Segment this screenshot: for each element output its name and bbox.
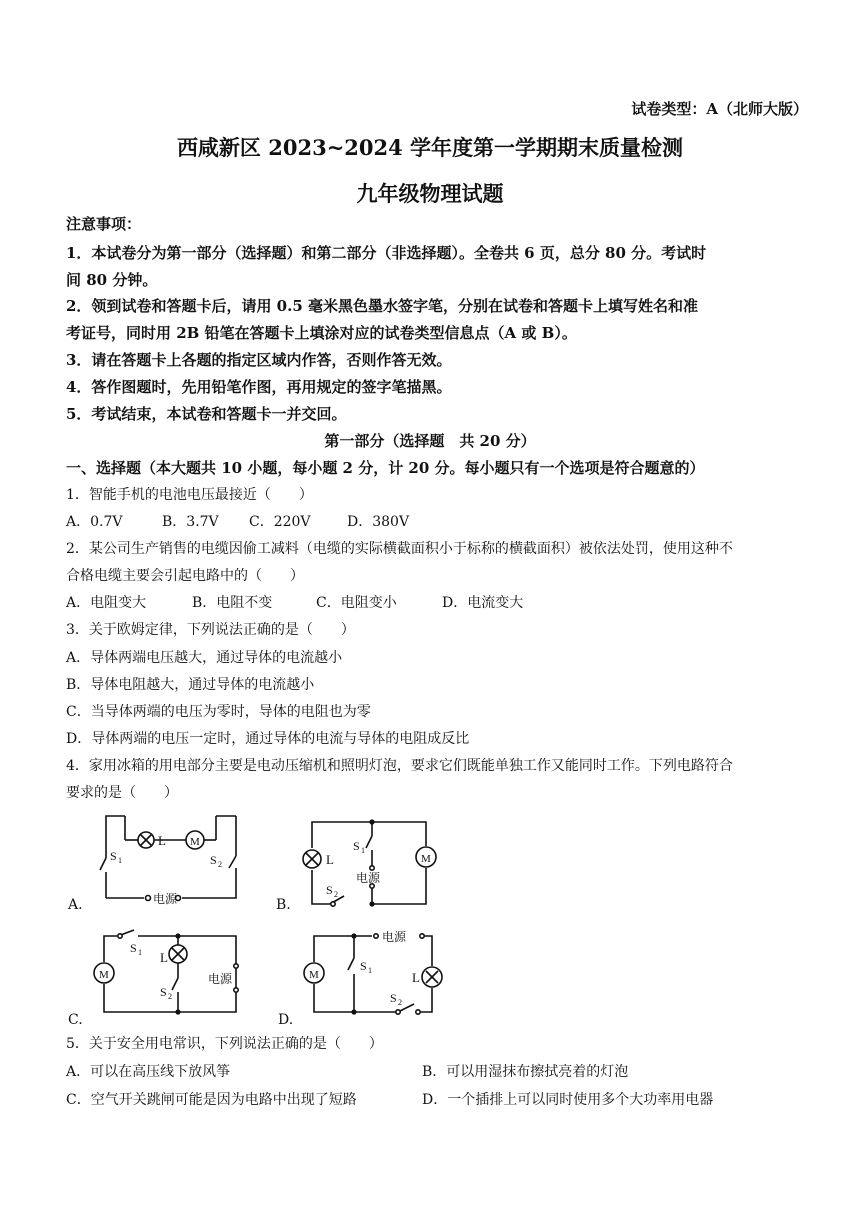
option-c: C．220V bbox=[249, 514, 311, 530]
power-label: 电源 bbox=[153, 892, 178, 906]
question-3-option-b: B．导体电阻越大，通过导体的电流越小 bbox=[66, 677, 315, 693]
option-b: B．电阻不变 bbox=[192, 595, 273, 611]
question-3-option-a: A．导体两端电压越大，通过导体的电流越小 bbox=[66, 650, 343, 666]
option-b: B．3.7V bbox=[162, 514, 219, 530]
note-line: 1．本试卷分为第一部分（选择题）和第二部分（非选择题）。全卷共 6 页，总分 80 分。考试时 bbox=[66, 244, 707, 262]
question-2-options bbox=[66, 593, 523, 613]
circuit-a-diagram bbox=[96, 812, 246, 906]
question-1-options bbox=[66, 512, 409, 532]
note-line: 间 80 分钟。 bbox=[66, 271, 158, 289]
circuit-c-label: C. bbox=[68, 1012, 83, 1028]
question-5-option-c: C．空气开关跳闸可能是因为电路中出现了短路 bbox=[66, 1092, 357, 1108]
s2-label: S bbox=[160, 985, 167, 999]
power-label: 电源 bbox=[356, 871, 381, 885]
circuit-a-label: A. bbox=[68, 897, 83, 913]
question-2-stem: 2．某公司生产销售的电缆因偷工减料（电缆的实际横截面积小于标称的横截面积）被依法处罚，使用这种不 bbox=[66, 541, 733, 557]
motor-label: M bbox=[421, 853, 431, 865]
lamp-label: L bbox=[412, 970, 420, 985]
s1-label: S bbox=[353, 839, 360, 853]
s1-sub: 1 bbox=[118, 856, 122, 865]
note-line: 4．答作图题时，先用铅笔作图，再用规定的签字笔描黑。 bbox=[66, 378, 452, 396]
option-c: C．电阻变小 bbox=[316, 595, 397, 611]
s1-sub: 1 bbox=[368, 966, 372, 975]
s1-label: S bbox=[360, 959, 367, 973]
circuit-b-label: B. bbox=[276, 897, 291, 913]
note-line: 3．请在答题卡上各题的指定区域内作答，否则作答无效。 bbox=[66, 351, 452, 369]
circuit-c-diagram bbox=[88, 926, 248, 1020]
s2-label: S bbox=[210, 853, 217, 867]
section-heading: 一、选择题（本大题共 10 小题，每小题 2 分，计 20 分。每小题只有一个选项是符合题意的） bbox=[66, 459, 705, 477]
note-line: 2．领到试卷和答题卡后，请用 0.5 毫米黑色墨水签字笔，分别在试卷和答题卡上填写姓名和准 bbox=[66, 297, 698, 315]
s1-label: S bbox=[110, 849, 117, 863]
lamp-label: L bbox=[326, 852, 334, 867]
lamp-label: L bbox=[158, 833, 166, 848]
question-1-stem: 1．智能手机的电池电压最接近（ ） bbox=[66, 487, 313, 503]
question-4-stem: 4．家用冰箱的用电部分主要是电动压缩机和照明灯泡，要求它们既能单独工作又能同时工作。下列电路符合 bbox=[66, 758, 733, 774]
s2-label: S bbox=[390, 991, 397, 1005]
option-a: A．0.7V bbox=[66, 514, 123, 530]
note-line: 考证号，同时用 2B 铅笔在答题卡上填涂对应的试卷类型信息点（A 或 B）。 bbox=[66, 324, 577, 342]
power-label: 电源 bbox=[208, 972, 233, 986]
motor-label: M bbox=[190, 836, 200, 848]
question-5-option-b: B．可以用湿抹布擦拭亮着的灯泡 bbox=[422, 1064, 629, 1080]
option-d: D．380V bbox=[347, 514, 410, 530]
part1-heading: 第一部分（选择题 共 20 分） bbox=[324, 432, 536, 450]
option-a: A．电阻变大 bbox=[66, 595, 147, 611]
exam-title: 西咸新区 2023~2024 学年度第一学期期末质量检测 bbox=[176, 135, 684, 160]
s2-label: S bbox=[326, 883, 333, 897]
s2-sub: 2 bbox=[168, 992, 172, 1001]
exam-subtitle: 九年级物理试题 bbox=[356, 181, 504, 206]
lamp-label: L bbox=[160, 950, 168, 965]
question-3-option-c: C．当导体两端的电压为零时，导体的电阻也为零 bbox=[66, 704, 371, 720]
question-3-option-d: D．导体两端的电压一定时，通过导体的电流与导体的电阻成反比 bbox=[66, 731, 470, 747]
question-5-option-d: D．一个插排上可以同时使用多个大功率用电器 bbox=[422, 1092, 714, 1108]
circuit-d-label: D. bbox=[278, 1012, 294, 1028]
paper-type-label: 试卷类型：A（北师大版） bbox=[631, 100, 808, 118]
option-d: D．电流变大 bbox=[442, 595, 524, 611]
question-2-stem: 合格电缆主要会引起电路中的（ ） bbox=[66, 568, 304, 584]
s1-label: S bbox=[130, 941, 137, 955]
motor-label: M bbox=[309, 969, 319, 981]
circuit-b-diagram bbox=[296, 818, 446, 910]
question-4-stem: 要求的是（ ） bbox=[66, 785, 178, 801]
circuit-d-diagram bbox=[298, 926, 448, 1020]
note-line: 5．考试结束，本试卷和答题卡一并交回。 bbox=[66, 405, 347, 423]
question-3-stem: 3．关于欧姆定律，下列说法正确的是（ ） bbox=[66, 622, 355, 638]
notes-heading: 注意事项： bbox=[66, 215, 142, 233]
s2-sub: 2 bbox=[218, 860, 222, 869]
motor-label: M bbox=[99, 969, 109, 981]
s1-sub: 1 bbox=[361, 846, 365, 855]
s2-sub: 2 bbox=[334, 890, 338, 899]
s1-sub: 1 bbox=[138, 948, 142, 957]
question-5-option-a: A．可以在高压线下放风筝 bbox=[66, 1064, 231, 1080]
question-5-stem: 5．关于安全用电常识，下列说法正确的是（ ） bbox=[66, 1036, 383, 1052]
s2-sub: 2 bbox=[398, 998, 402, 1007]
power-label: 电源 bbox=[382, 930, 407, 944]
